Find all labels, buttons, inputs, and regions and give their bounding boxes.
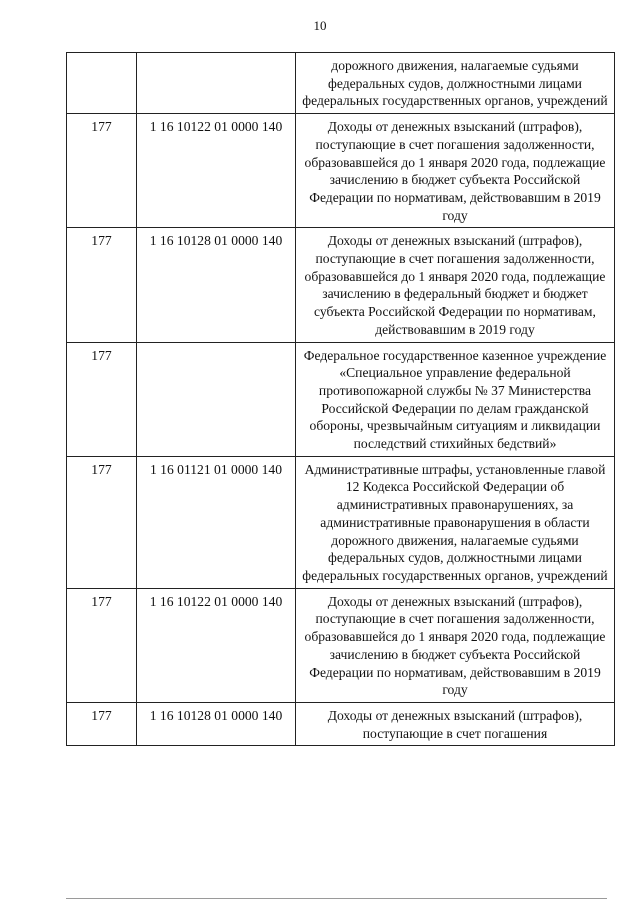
revenue-name-cell: Доходы от денежных взысканий (штрафов), поступающие в счет погашения задолженности, образовавшейся до 1 января 2020 года, подлежащие зачислению в бюджет субъекта Российской Федерации по нормативам, действовавшим в 2019 году [296, 588, 615, 702]
admin-code-cell: 177 [67, 588, 137, 702]
revenue-code-cell: 1 16 10128 01 0000 140 [137, 228, 296, 342]
page-number: 10 [313, 18, 327, 33]
admin-code-cell: 177 [67, 114, 137, 228]
table-row [67, 53, 615, 114]
revenue-code-cell: 1 16 10128 01 0000 140 [137, 702, 296, 745]
revenue-code-cell: 1 16 10122 01 0000 140 [137, 114, 296, 228]
admin-code-cell: 177 [67, 456, 137, 588]
revenue-code-cell [137, 53, 296, 114]
budget-classification-table [66, 52, 615, 746]
revenue-code-cell: 1 16 10122 01 0000 140 [137, 588, 296, 702]
admin-code-cell [67, 53, 137, 114]
table-row [67, 702, 615, 745]
revenue-code-cell: 1 16 01121 01 0000 140 [137, 456, 296, 588]
revenue-name-cell: Доходы от денежных взысканий (штрафов), поступающие в счет погашения задолженности, образовавшейся до 1 января 2020 года, подлежащие зачислению в бюджет субъекта Российской Федерации по нормативам, действовавшим в 2019 году [296, 114, 615, 228]
revenue-name-cell: Доходы от денежных взысканий (штрафов), поступающие в счет погашения [296, 702, 615, 745]
revenue-name-cell: Административные штрафы, установленные главой 12 Кодекса Российской Федерации об административных правонарушениях, за административные правонарушения в области дорожного движения, налагаемые судьями федеральных судов, должностными лицами федеральных государственных органов, учреждений [296, 456, 615, 588]
page-bottom-divider [66, 898, 607, 899]
revenue-code-cell [137, 342, 296, 456]
table-row [67, 114, 615, 228]
revenue-name-cell: Федеральное государственное казенное учреждение «Специальное управление федеральной противопожарной службы № 37 Министерства Российской Федерации по делам гражданской обороны, чрезвычайным ситуациям и ликвидации последствий стихийных бедствий» [296, 342, 615, 456]
table-row [67, 456, 615, 588]
table-row [67, 342, 615, 456]
admin-code-cell: 177 [67, 702, 137, 745]
table-row [67, 228, 615, 342]
revenue-name-cell: дорожного движения, налагаемые судьями федеральных судов, должностными лицами федеральных государственных органов, учреждений [296, 53, 615, 114]
admin-code-cell: 177 [67, 228, 137, 342]
admin-code-cell: 177 [67, 342, 137, 456]
table-row [67, 588, 615, 702]
revenue-name-cell: Доходы от денежных взысканий (штрафов), поступающие в счет погашения задолженности, образовавшейся до 1 января 2020 года, подлежащие зачислению в федеральный бюджет и бюджет субъекта Российской Федерации по нормативам, действовавшим в 2019 году [296, 228, 615, 342]
